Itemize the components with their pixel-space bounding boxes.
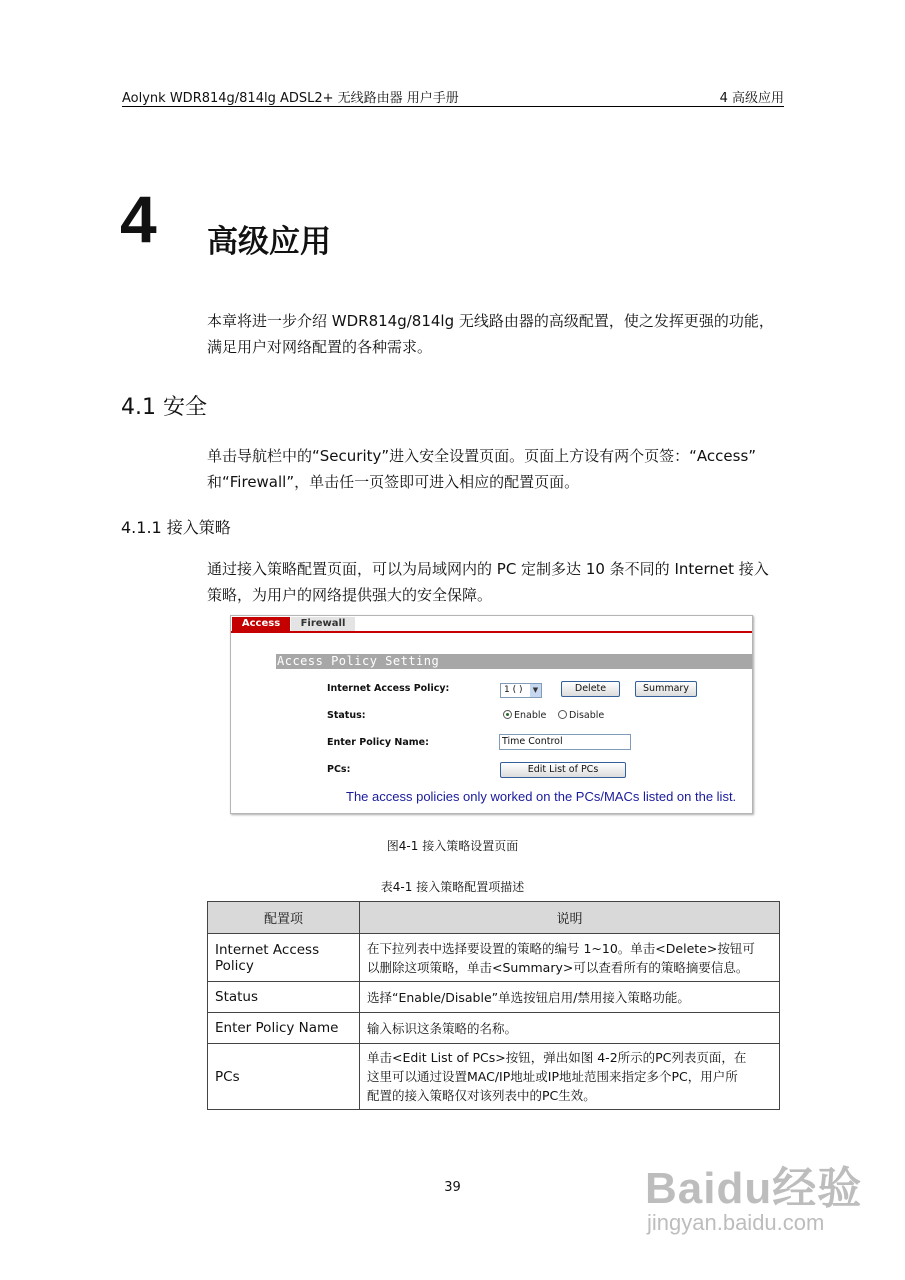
desc-line: 这里可以通过设置MAC/IP地址或IP地址范围来指定多个PC，用户所 <box>367 1069 738 1084</box>
running-header-chapter: 4 高级应用 <box>719 91 784 106</box>
table-cell-desc <box>360 1013 780 1044</box>
policy-description-table <box>207 901 780 1110</box>
table-cell-desc <box>360 934 780 982</box>
radio-selected-icon <box>503 710 512 719</box>
intro-paragraph <box>207 308 787 360</box>
figure-caption: 图4-1 接入策略设置页面 <box>386 839 519 853</box>
subsection-line: 策略，为用户的网络提供强大的安全保障。 <box>207 586 493 604</box>
pcs-label: PCs: <box>327 764 351 775</box>
subsection-title: 4.1.1 接入策略 <box>121 518 231 537</box>
table-cell-desc <box>360 982 780 1013</box>
table-header-row <box>208 902 780 934</box>
tab-firewall[interactable]: Firewall <box>291 617 355 631</box>
table-caption: 表4-1 接入策略配置项描述 <box>380 880 525 894</box>
subsection-line: 通过接入策略配置页面，可以为局域网内的 PC 定制多达 10 条不同的 Internet 接入 <box>207 560 769 578</box>
tab-access[interactable]: Access <box>232 617 290 631</box>
table-row <box>208 1013 780 1044</box>
policy-select[interactable] <box>500 683 542 698</box>
enable-radio-label: Enable <box>514 710 547 721</box>
table-row <box>208 1044 780 1110</box>
chevron-down-icon[interactable]: ▼ <box>530 684 541 697</box>
section-paragraph <box>207 443 787 495</box>
section-line: 单击导航栏中的“Security”进入安全设置页面。页面上方设有两个页签：“Access” <box>207 447 757 465</box>
summary-button[interactable]: Summary <box>635 681 697 697</box>
enable-radio[interactable] <box>503 710 546 721</box>
policy-select-value: 1 ( ) <box>504 685 523 695</box>
intro-line: 本章将进一步介绍 WDR814g/814lg 无线路由器的高级配置，使之发挥更强的功能， <box>207 312 774 330</box>
running-header-title: Aolynk WDR814g/814lg ADSL2+ 无线路由器 用户手册 <box>122 91 459 106</box>
baidu-jingyan-watermark <box>645 1152 865 1252</box>
watermark-url: jingyan.baidu.com <box>647 1210 825 1235</box>
table-cell-desc <box>360 1044 780 1110</box>
table-cell-item: PCs <box>208 1044 360 1110</box>
desc-line: 选择“Enable/Disable”单选按钮启用/禁用接入策略功能。 <box>367 989 690 1005</box>
disable-radio-label: Disable <box>569 710 605 721</box>
tab-bar <box>231 616 752 631</box>
access-policy-screenshot <box>230 615 753 814</box>
policy-name-input[interactable]: Time Control <box>499 734 631 750</box>
chapter-number: 4 <box>120 182 157 256</box>
section-title: 4.1 安全 <box>121 395 207 420</box>
table-row <box>208 982 780 1013</box>
policy-name-label: Enter Policy Name: <box>327 737 429 748</box>
page-number: 39 <box>444 1180 461 1195</box>
table-cell-item: Status <box>208 982 360 1013</box>
access-policy-note: The access policies only worked on the PCs/MACs listed on the list. <box>346 789 737 804</box>
watermark-logo: Baidu经验 <box>645 1164 863 1213</box>
desc-line: 在下拉列表中选择要设置的策略的编号 1~10。单击<Delete>按钮可 <box>367 940 755 956</box>
desc-line: 以删除这项策略，单击<Summary>可以查看所有的策略摘要信息。 <box>367 959 749 975</box>
section-line: 和“Firewall”，单击任一页签即可进入相应的配置页面。 <box>207 473 580 491</box>
status-label: Status: <box>327 710 366 721</box>
table-cell-item: Enter Policy Name <box>208 1013 360 1044</box>
table-header-desc: 说明 <box>360 902 780 934</box>
desc-line: 配置的接入策略仅对该列表中的PC生效。 <box>367 1088 596 1103</box>
radio-unselected-icon <box>558 710 567 719</box>
table-header-item: 配置项 <box>208 902 360 934</box>
policy-label: Internet Access Policy: <box>327 683 450 694</box>
table-row <box>208 934 780 982</box>
subsection-paragraph <box>207 556 787 608</box>
tab-underline <box>231 631 752 633</box>
table-cell-item: Internet Access Policy <box>208 934 360 982</box>
disable-radio[interactable] <box>558 710 604 721</box>
desc-line: 单击<Edit List of PCs>按钮，弹出如图 4-2所示的PC列表页面，在 <box>367 1050 747 1065</box>
intro-line: 满足用户对网络配置的各种需求。 <box>207 338 433 356</box>
desc-line: 输入标识这条策略的名称。 <box>367 1020 518 1036</box>
header-rule <box>122 106 784 107</box>
panel-title-bar: Access Policy Setting <box>276 654 753 669</box>
chapter-title: 高级应用 <box>207 224 331 260</box>
delete-button[interactable]: Delete <box>561 681 620 697</box>
edit-pcs-button[interactable]: Edit List of PCs <box>500 762 626 778</box>
